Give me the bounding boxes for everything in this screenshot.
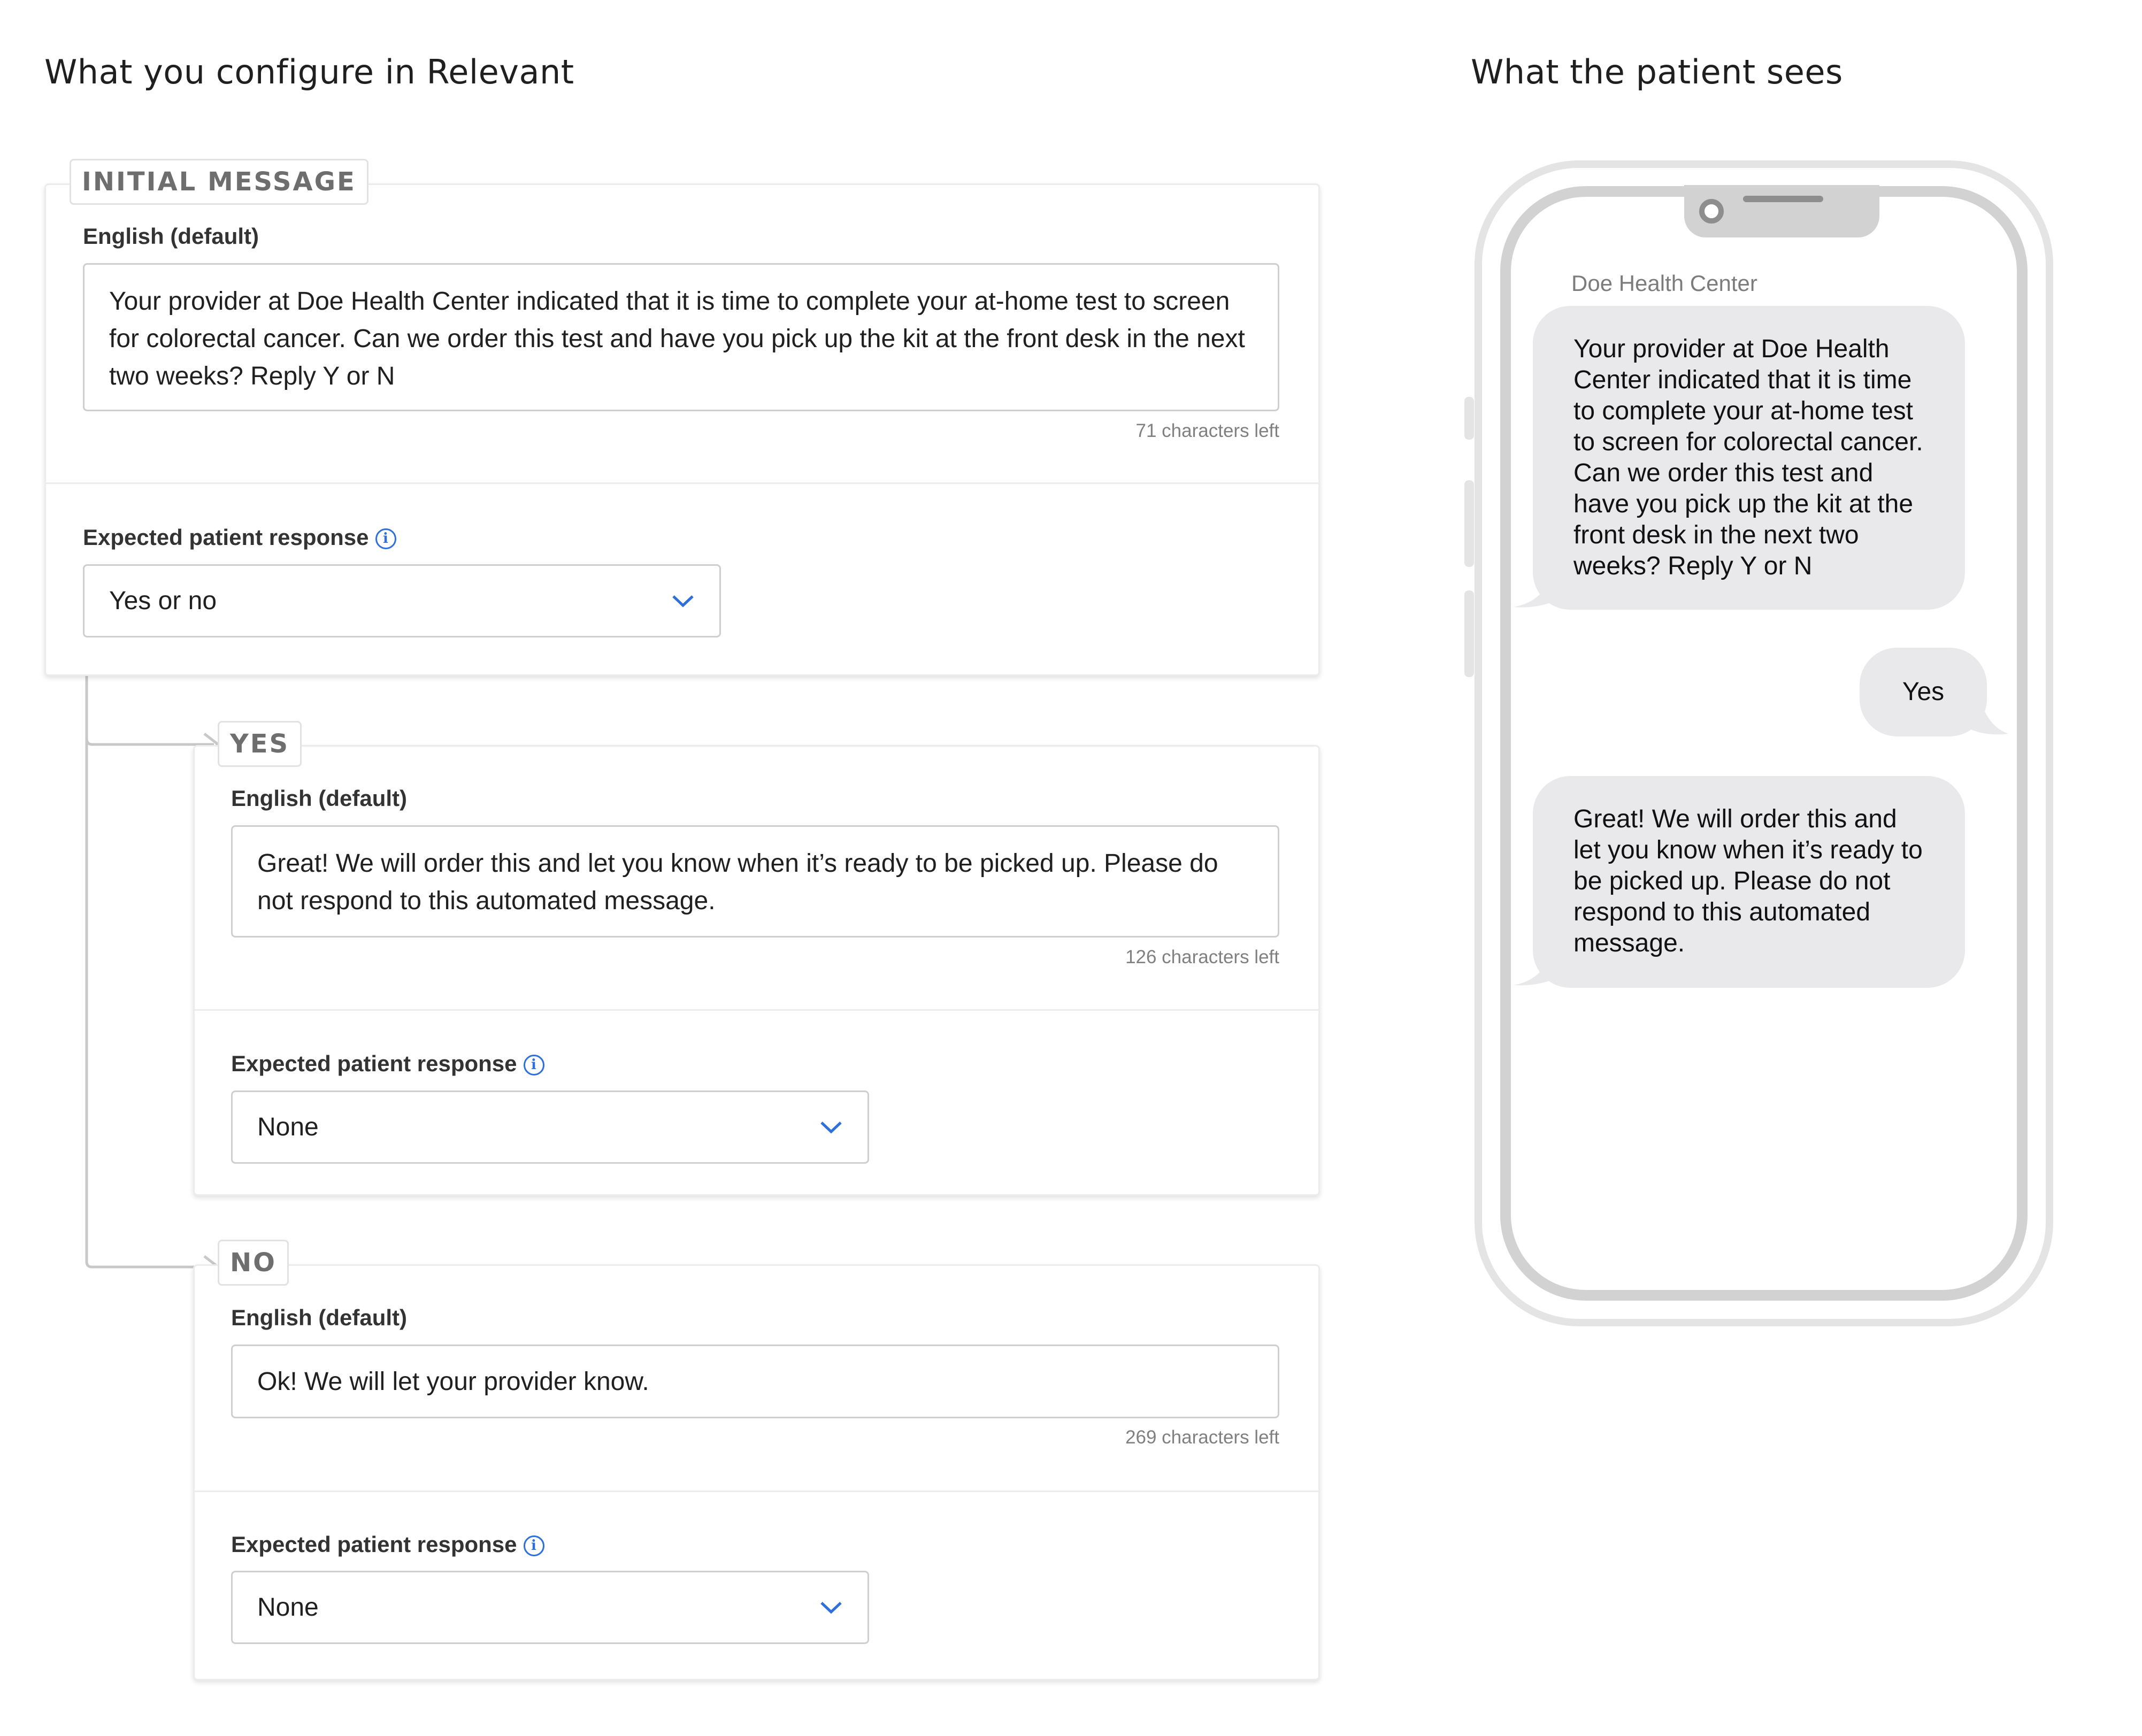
message-text: Yes xyxy=(1902,678,1945,706)
initial-char-counter: 71 characters left xyxy=(1135,420,1279,441)
initial-response-value: Yes or no xyxy=(109,587,217,615)
yes-language-label: English (default) xyxy=(231,786,407,811)
left-heading: What you configure in Relevant xyxy=(44,52,574,91)
no-language-label: English (default) xyxy=(231,1305,407,1330)
message-text: Your provider at Doe Health Center indicated that it is time to complete your at-home test to screen for colorectal cancer. Can we order this test and have you pick up the kit at the front desk in the next two weeks? Reply Y or N xyxy=(1573,335,1923,580)
initial-message-tag: INITIAL MESSAGE xyxy=(70,159,368,205)
yes-response-value: None xyxy=(257,1113,319,1141)
no-response-label-text: Expected patient response xyxy=(231,1532,517,1557)
message-bubble-incoming xyxy=(1533,306,1965,610)
info-icon[interactable]: i xyxy=(524,1535,544,1556)
message-bubble-outgoing xyxy=(1860,648,1987,736)
no-char-counter: 269 characters left xyxy=(1125,1427,1279,1448)
sender-name: Doe Health Center xyxy=(1571,271,1757,296)
no-response-value: None xyxy=(257,1593,319,1622)
initial-language-label: English (default) xyxy=(83,224,259,249)
yes-message-textarea[interactable]: Great! We will order this and let you know when it’s ready to be picked up. Please do not respond to this automated message. xyxy=(231,825,1279,938)
no-message-textarea[interactable]: Ok! We will let your provider know. xyxy=(231,1345,1279,1418)
yes-response-label-text: Expected patient response xyxy=(231,1051,517,1076)
info-icon[interactable]: i xyxy=(524,1055,544,1076)
no-branch-tag: NO xyxy=(218,1240,289,1286)
right-heading: What the patient sees xyxy=(1471,52,1843,91)
initial-response-label-text: Expected patient response xyxy=(83,525,369,550)
yes-char-counter: 126 characters left xyxy=(1125,947,1279,967)
message-bubble-incoming xyxy=(1533,776,1965,988)
yes-branch-tag: YES xyxy=(218,721,302,767)
message-text: Great! We will order this and let you know when it’s ready to be picked up. Please do not respond to this automated message. xyxy=(1573,805,1923,957)
initial-message-textarea[interactable]: Your provider at Doe Health Center indicated that it is time to complete your at-home test to screen for colorectal cancer. Can we order this test and have you pick up the kit at the front desk in the next two weeks? Reply Y or N xyxy=(83,263,1279,411)
info-icon[interactable]: i xyxy=(375,528,396,549)
